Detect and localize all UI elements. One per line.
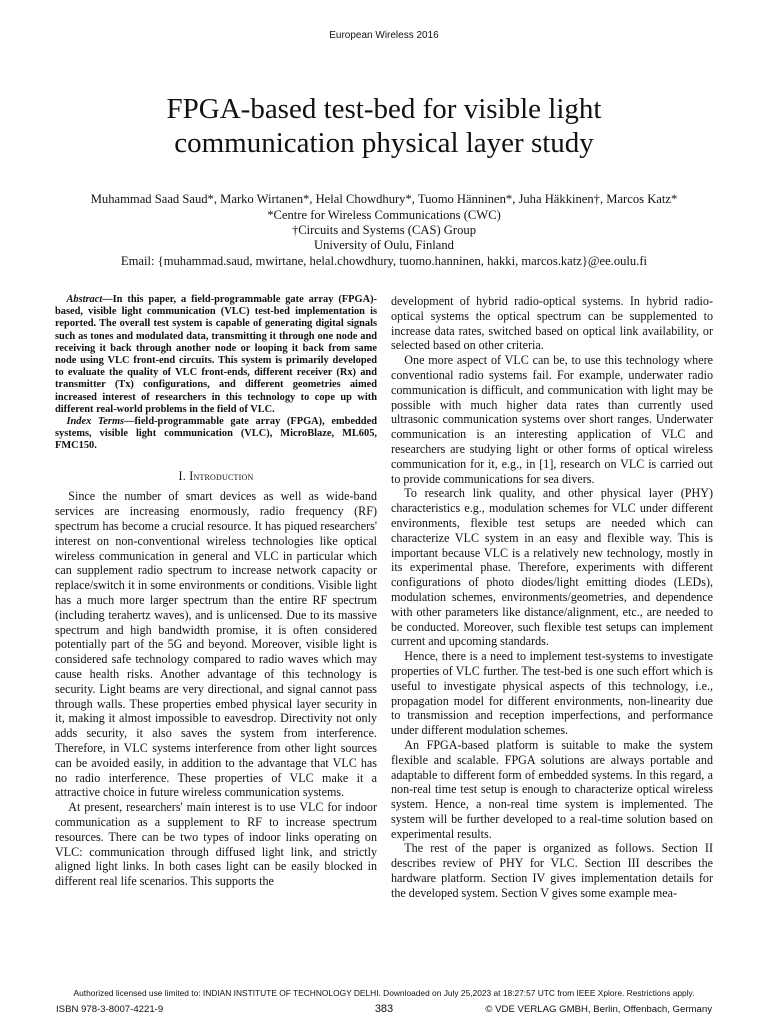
section-number: I. bbox=[178, 468, 186, 483]
license-notice: Authorized licensed use limited to: INDIAN INSTITUTE OF TECHNOLOGY DELHI. Downloaded on July 25,2023 at 18:27:57 UTC from IEEE Xplore. Restrictions apply. bbox=[73, 988, 695, 998]
intro-paragraph: At present, researchers' main interest is to use VLC for indoor communication as a supplement to RF to increase spectrum resources. There can be two types of indoor links operating on VLC: communication through diffused light link, and strictly aligned light links. In both cases light can be easily blocked in different real life scenarios. This supports the bbox=[55, 800, 377, 889]
intro-paragraph: To research link quality, and other physical layer (PHY) characteristics e.g., modulation schemes for VLC under different environments, flexible test setups are needed which can characterize VLC system in an easy and flexible way. This is important because VLC is a relatively new technology, mostly in its experimental phase. Therefore, experiments with different configurations of photo diodes/light emitting diodes (LEDs), modulation schemes, environments/geometries, and dependence with other parameters like distance/alignment, etc., are needed to be conducted. Moreover, such flexible test setups can implement current and upcoming standards. bbox=[391, 486, 713, 649]
abstract-label: Abstract bbox=[66, 294, 103, 305]
index-terms-text: —field-programmable gate array (FPGA), embedded systems, visible light communication (VLC), MicroBlaze, ML605, FMC150. bbox=[55, 416, 377, 452]
abstract-text: —In this paper, a field-programmable gate array (FPGA)-based, visible light communication (VLC) test-bed implementation is reported. The overall test system is capable of generating digital signals such as tones and modulated data, transmitting it through one node and receiving it back through another node or looping it back from same node using VLC front-end circuits. This system is primarily developed to evaluate the quality of VLC front-ends, different receiver (Rx) and transmitter (Tx) configurations, and different geometries aimed increased interest of researchers in this technology to cope up with different real-world problems in the field of VLC. bbox=[55, 294, 377, 415]
author-list: Muhammad Saad Saud*, Marko Wirtanen*, Helal Chowdhury*, Tuomo Hänninen*, Juha Häkkinen†, Marcos Katz* bbox=[90, 192, 678, 206]
right-column bbox=[391, 294, 713, 901]
section-title: Introduction bbox=[189, 468, 254, 483]
isbn: ISBN 978-3-8007-4221-9 bbox=[56, 1004, 164, 1015]
section-heading-introduction bbox=[55, 469, 377, 484]
intro-paragraph: Hence, there is a need to implement test-systems to investigate properties of VLC further. The test-bed is one such effort which is useful to investigate physical aspects of this technology, i.e., propagation model for different environments, non-linearity due to transmission and reception imperfections, and performance under different modulation schemes. bbox=[391, 649, 713, 738]
intro-paragraph: One more aspect of VLC can be, to use this technology where conventional radio systems fail. For example, underwater radio communication is difficult, and communication with light may be possible with much higher data rates than currently used ultrasonic communication systems over short ranges. Underwater communication is an interesting application of VLC and researchers are studying light or other forms of optical wireless communication for it, e.g., in [1], research on VLC is carried out to provide communications for sea divers. bbox=[391, 353, 713, 486]
left-column bbox=[55, 294, 377, 889]
author-email: Email: {muhammad.saud, mwirtane, helal.chowdhury, tuomo.hanninen, hakki, marcos.katz}@ee.oulu.fi bbox=[120, 254, 648, 268]
intro-paragraph: Since the number of smart devices as well as wide-band services are increasing enormously, radio frequency (RF) spectrum has become a crucial resource. It has piqued researchers' interest on non-conventional wireless technologies like optical wireless communication in general and VLC in particular which can supplement radio spectrum to increase network capacity or replace/switch it in some environments or conditions. Visible light has a much more larger spectrum than the entire RF spectrum (including terahertz waves), and is unlicensed. Due to its massive spectrum and high bandwidth promise, it is often considered potentially part of the 5G and beyond. Moreover, visible light is considered safe technology compared to radio waves which may cause health risks. Another advantage of this technology is security. Light beams are very directional, and signal cannot pass through walls. These properties embed physical layer security in it, making it almost impossible to eavesdrop. Directivity not only adds security, it also saves the system from interference. Therefore, in VLC systems interference from other light sources can be avoided easily, in addition to the advantage that VLC has no radio interference. These properties of VLC make it a attractive choice in future wireless communication systems. bbox=[55, 489, 377, 800]
abstract bbox=[55, 294, 377, 453]
affiliation-university: University of Oulu, Finland bbox=[314, 238, 454, 252]
conference-header: European Wireless 2016 bbox=[329, 30, 439, 41]
intro-paragraph: development of hybrid radio-optical systems. In hybrid radio-optical systems the optical spectrum can be supplemented to increase data rates, switched based on optical link availability, or selected based on other criteria. bbox=[391, 294, 713, 353]
affiliation-cwc: *Centre for Wireless Communications (CWC) bbox=[267, 208, 501, 222]
affiliation-cas: †Circuits and Systems (CAS) Group bbox=[291, 223, 476, 237]
index-terms-paragraph bbox=[55, 416, 377, 453]
intro-paragraph: The rest of the paper is organized as follows. Section II describes review of PHY for VLC. Section III describes the hardware platform. Section IV gives implementation details for the developed system. Section V gives some example mea- bbox=[391, 841, 713, 900]
title-line-1: FPGA-based test-bed for visible light bbox=[166, 93, 602, 125]
page-number: 383 bbox=[374, 1003, 394, 1015]
paper-title bbox=[60, 92, 708, 160]
title-line-2: communication physical layer study bbox=[174, 127, 594, 159]
abstract-paragraph bbox=[55, 294, 377, 416]
publisher-notice: © VDE VERLAG GMBH, Berlin, Offenbach, Germany bbox=[485, 1004, 712, 1015]
intro-paragraph: An FPGA-based platform is suitable to make the system flexible and scalable. FPGA solutions are always portable and adaptable to different form of embedded systems. In this regard, a non-real time test setup is enough to characterize optical wireless system. Hence, a non-real time system is implemented. The system will be further developed to a real-time solution based on experimental results. bbox=[391, 737, 713, 841]
index-terms-label: Index Terms bbox=[66, 416, 125, 428]
